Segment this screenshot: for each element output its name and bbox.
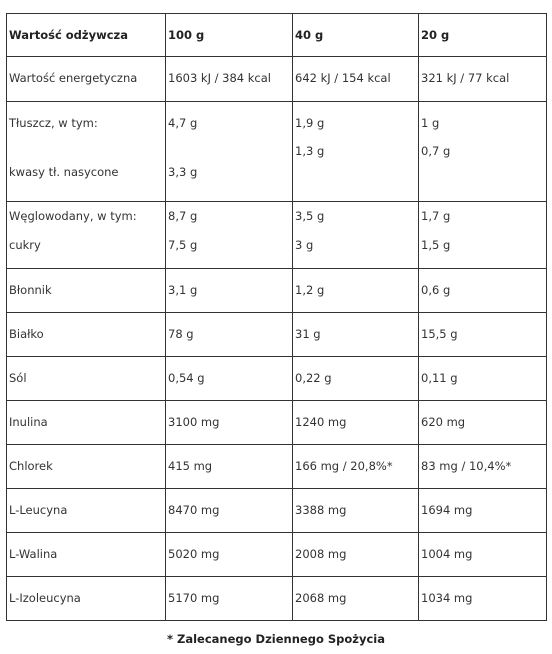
value-cell: [166, 357, 293, 401]
value-cell: [419, 202, 547, 269]
nutrient-value: 415 mg: [168, 459, 213, 473]
table-row: [7, 313, 547, 357]
value-cell: [419, 401, 547, 445]
nutrient-value: 0,6 g: [421, 283, 451, 297]
nutrient-label: L-Leucyna: [9, 503, 68, 517]
nutrient-value: 2008 mg: [295, 547, 347, 561]
value-cell: [293, 577, 419, 621]
nutrient-label: Sól: [9, 371, 27, 385]
nutrient-name-cell: [7, 269, 166, 313]
value-cell: [166, 489, 293, 533]
nutrient-name-cell: [7, 57, 166, 102]
table-row: [7, 357, 547, 401]
nutrient-label: Tłuszcz, w tym:: [9, 116, 98, 130]
table-row: [7, 445, 547, 489]
table-row: [7, 577, 547, 621]
nutrient-name-cell: [7, 313, 166, 357]
nutrient-value: 1,2 g: [295, 283, 325, 297]
nutrient-value: 8470 mg: [168, 503, 220, 517]
nutrient-value: 1603 kJ / 384 kcal: [168, 71, 271, 85]
nutrient-value: 8,7 g: [168, 209, 198, 223]
nutrient-value: 3 g: [295, 238, 314, 252]
value-cell: [419, 269, 547, 313]
value-cell: [166, 269, 293, 313]
nutrient-value: 620 mg: [421, 415, 466, 429]
nutrient-value: 1034 mg: [421, 591, 473, 605]
nutrient-value: 642 kJ / 154 kcal: [295, 71, 391, 85]
value-cell: [419, 357, 547, 401]
header-cell: Wartość odżywcza: [7, 14, 166, 57]
nutrient-label: Wartość energetyczna: [9, 71, 138, 85]
nutrient-value: 321 kJ / 77 kcal: [421, 71, 510, 85]
value-cell: [419, 57, 547, 102]
nutrient-value: 0,11 g: [421, 371, 458, 385]
nutrient-value: 5020 mg: [168, 547, 220, 561]
nutrient-label: Białko: [9, 327, 44, 341]
value-cell: [293, 202, 419, 269]
nutrient-value: 0,7 g: [421, 144, 451, 158]
nutrient-value: 166 mg / 20,8%*: [295, 459, 393, 473]
table-row: [7, 533, 547, 577]
value-cell: [419, 533, 547, 577]
value-cell: [293, 102, 419, 202]
value-cell: [419, 102, 547, 202]
header-cell: 100 g: [166, 14, 293, 57]
nutrient-value: 1,3 g: [295, 144, 325, 158]
value-cell: [166, 102, 293, 202]
nutrient-value: 1694 mg: [421, 503, 473, 517]
nutrient-value: 31 g: [295, 327, 321, 341]
table-row: [7, 401, 547, 445]
nutrient-value: 3,3 g: [168, 165, 198, 179]
value-cell: [293, 269, 419, 313]
table-row: [7, 202, 547, 269]
nutrient-value: 1,7 g: [421, 209, 451, 223]
nutrient-label: kwasy tł. nasycone: [9, 165, 119, 179]
nutrient-label: L-Izoleucyna: [9, 591, 81, 605]
value-cell: [166, 313, 293, 357]
value-cell: [293, 489, 419, 533]
nutrient-value: 0,22 g: [295, 371, 332, 385]
nutrient-value: 0,54 g: [168, 371, 205, 385]
nutrient-value: 1004 mg: [421, 547, 473, 561]
nutrient-value: 3100 mg: [168, 415, 220, 429]
nutrition-table: [6, 13, 547, 621]
value-cell: [166, 202, 293, 269]
nutrient-label: cukry: [9, 238, 41, 252]
header-cell: 40 g: [293, 14, 419, 57]
nutrient-value: 1 g: [421, 116, 440, 130]
nutrient-value: 5170 mg: [168, 591, 220, 605]
nutrient-name-cell: [7, 202, 166, 269]
value-cell: [419, 445, 547, 489]
header-cell: 20 g: [419, 14, 547, 57]
nutrient-name-cell: [7, 533, 166, 577]
nutrient-name-cell: [7, 445, 166, 489]
nutrient-label: Węglowodany, w tym:: [9, 209, 137, 223]
table-header-row: [7, 14, 547, 57]
table-row: [7, 489, 547, 533]
nutrient-value: 2068 mg: [295, 591, 347, 605]
value-cell: [166, 577, 293, 621]
table-row: [7, 102, 547, 202]
value-cell: [293, 445, 419, 489]
table-row: [7, 57, 547, 102]
nutrient-name-cell: [7, 401, 166, 445]
table-row: [7, 269, 547, 313]
value-cell: [293, 357, 419, 401]
nutrient-name-cell: [7, 577, 166, 621]
value-cell: [293, 57, 419, 102]
value-cell: [293, 313, 419, 357]
nutrient-label: Błonnik: [9, 283, 52, 297]
footnote: * Zalecanego Dziennego Spożycia: [167, 632, 385, 646]
nutrient-value: 15,5 g: [421, 327, 458, 341]
nutrient-label: Chlorek: [9, 459, 53, 473]
nutrient-value: 4,7 g: [168, 116, 198, 130]
value-cell: [419, 577, 547, 621]
value-cell: [166, 533, 293, 577]
nutrient-value: 1,9 g: [295, 116, 325, 130]
nutrient-name-cell: [7, 357, 166, 401]
value-cell: [293, 401, 419, 445]
nutrient-value: 83 mg / 10,4%*: [421, 459, 512, 473]
value-cell: [166, 401, 293, 445]
nutrient-value: 1,5 g: [421, 238, 451, 252]
value-cell: [166, 57, 293, 102]
nutrient-value: 3388 mg: [295, 503, 347, 517]
nutrient-label: Inulina: [9, 415, 48, 429]
value-cell: [419, 313, 547, 357]
nutrient-value: 1240 mg: [295, 415, 347, 429]
value-cell: [419, 489, 547, 533]
nutrient-value: 3,5 g: [295, 209, 325, 223]
nutrient-name-cell: [7, 489, 166, 533]
nutrient-value: 78 g: [168, 327, 194, 341]
nutrient-value: 7,5 g: [168, 238, 198, 252]
value-cell: [166, 445, 293, 489]
nutrient-name-cell: [7, 102, 166, 202]
nutrient-label: L-Walina: [9, 547, 58, 561]
value-cell: [293, 533, 419, 577]
nutrient-value: 3,1 g: [168, 283, 198, 297]
